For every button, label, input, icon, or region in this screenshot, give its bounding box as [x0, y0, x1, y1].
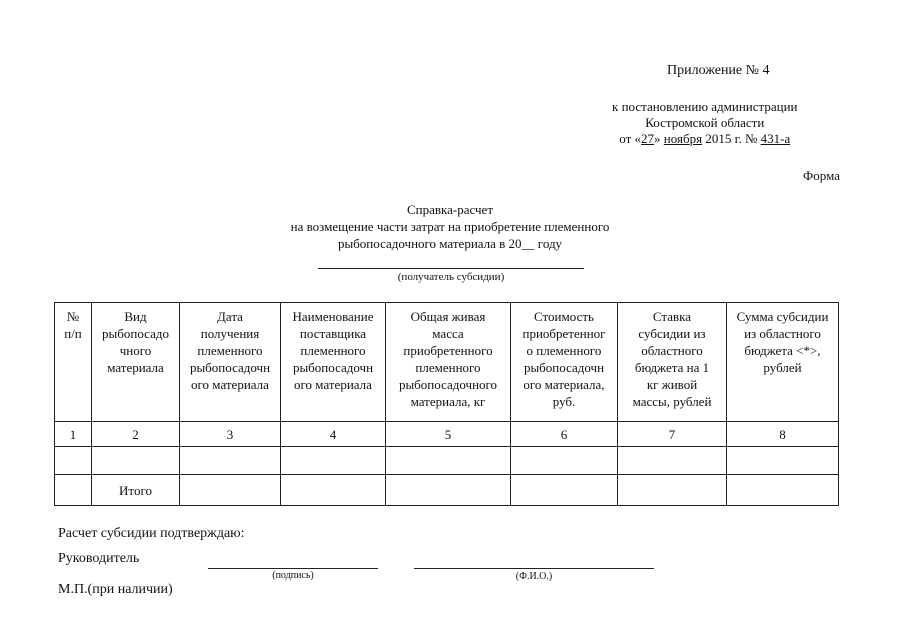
form-label: Форма	[803, 168, 840, 183]
decree-sep-2: 2015 г. №	[702, 131, 761, 146]
empty-cell	[727, 475, 839, 506]
decree-date-prefix: от «	[619, 131, 642, 146]
header-cell: Стоимость приобретенног о племенного рыбопосадочн ого материала, руб.	[511, 303, 618, 422]
empty-cell	[180, 447, 281, 475]
table-number-row	[55, 422, 839, 447]
recipient-line	[318, 268, 584, 269]
document-title	[200, 201, 700, 252]
header-cell: Общая живая масса приобретенного племенного рыбопосадочного материала, кг	[386, 303, 511, 422]
empty-cell	[511, 447, 618, 475]
document-title-line-3: рыбопосадочного материала в 20__ году	[337, 236, 563, 251]
decree-number: 431-а	[760, 131, 791, 146]
column-number: 7	[618, 422, 727, 447]
decree-day: 27	[641, 131, 655, 146]
header-cell: Сумма субсидии из областного бюджета <*>, рублей	[727, 303, 839, 422]
column-number: 5	[386, 422, 511, 447]
table-header-row	[55, 303, 839, 422]
empty-cell	[281, 475, 386, 506]
column-number: 3	[180, 422, 281, 447]
signature-caption: (подпись)	[272, 570, 314, 581]
empty-cell	[281, 447, 386, 475]
decree-month: ноября	[663, 131, 703, 146]
empty-cell	[55, 475, 92, 506]
stamp-label: М.П.(при наличии)	[58, 582, 173, 597]
empty-cell	[727, 447, 839, 475]
header-cell: № п/п	[55, 303, 92, 422]
empty-cell	[511, 475, 618, 506]
table-total-row	[55, 475, 839, 506]
document-title-line-2: на возмещение части затрат на приобретение племенного	[290, 219, 610, 234]
appendix-title: Приложение № 4	[667, 63, 770, 78]
recipient-caption: (получатель субсидии)	[397, 271, 505, 283]
name-caption: (Ф.И.О.)	[515, 571, 553, 582]
empty-cell	[386, 475, 511, 506]
header-cell: Вид рыбопосадо чного материала	[92, 303, 180, 422]
empty-cell	[618, 447, 727, 475]
column-number: 2	[92, 422, 180, 447]
decree-line-3	[612, 131, 798, 147]
decree-line-1: к постановлению администрации	[612, 99, 798, 114]
signature-line	[208, 568, 378, 569]
calculation-table	[54, 302, 839, 506]
empty-cell	[618, 475, 727, 506]
header-cell: Дата получения племенного рыбопосадочн ого материала	[180, 303, 281, 422]
confirm-text: Расчет субсидии подтверждаю:	[58, 526, 245, 541]
total-label: Итого	[92, 475, 180, 506]
table-row	[55, 447, 839, 475]
empty-cell	[386, 447, 511, 475]
decree-reference	[612, 99, 798, 147]
name-line	[414, 568, 654, 569]
header-cell: Ставка субсидии из областного бюджета на 1 кг живой массы, рублей	[618, 303, 727, 422]
head-label: Руководитель	[58, 551, 140, 566]
column-number: 1	[55, 422, 92, 447]
document-title-line-1: Справка-расчет	[406, 202, 494, 217]
column-number: 8	[727, 422, 839, 447]
empty-cell	[180, 475, 281, 506]
decree-line-2: Костромской области	[645, 115, 765, 130]
decree-sep-1: »	[654, 131, 664, 146]
empty-cell	[92, 447, 180, 475]
column-number: 4	[281, 422, 386, 447]
column-number: 6	[511, 422, 618, 447]
header-cell: Наименование поставщика племенного рыбопосадочн ого материала	[281, 303, 386, 422]
empty-cell	[55, 447, 92, 475]
